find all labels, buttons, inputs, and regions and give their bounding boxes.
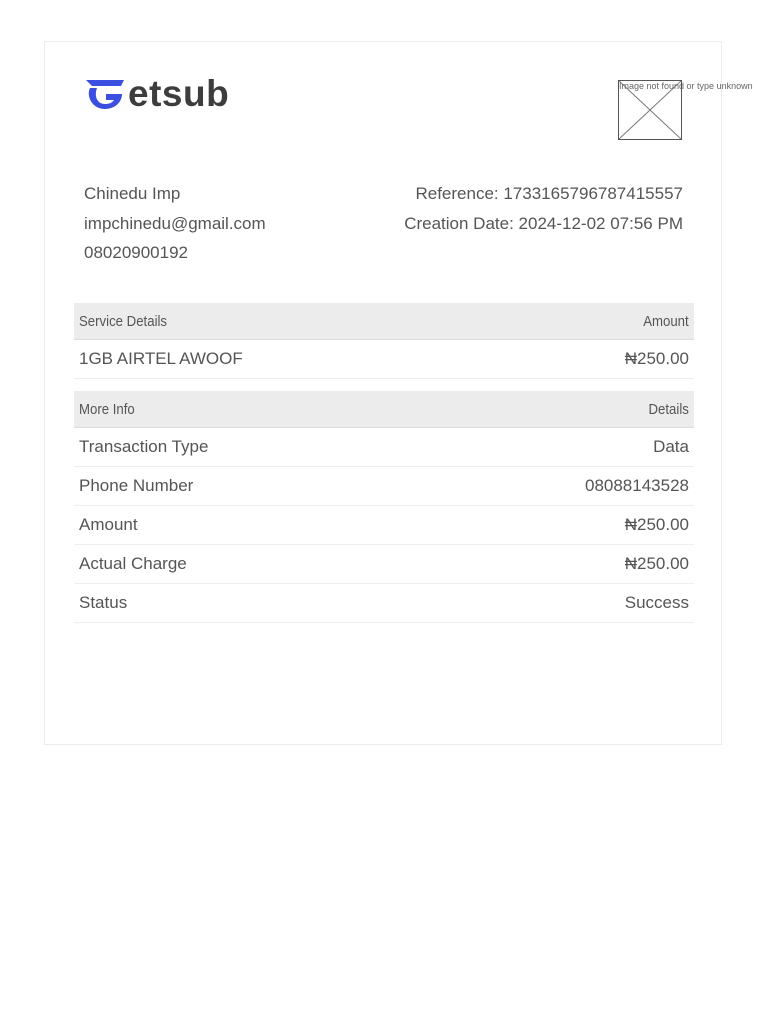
row-value: Success	[624, 593, 689, 612]
row-label: Status	[79, 593, 128, 612]
receipt-meta	[404, 179, 683, 238]
broken-image-alt-text: Image not found or type unknown	[619, 81, 753, 91]
brand-name: etsub	[128, 73, 230, 114]
table-row	[74, 545, 694, 584]
brand-logo	[84, 72, 229, 116]
receipt-card	[44, 41, 753, 745]
table-row	[74, 428, 694, 467]
table-row	[74, 467, 694, 506]
service-name: 1GB AIRTEL AWOOF	[79, 349, 243, 368]
customer-name: Chinedu Imp	[84, 184, 181, 203]
customer-info	[84, 179, 266, 268]
customer-email: impchinedu@gmail.com	[84, 213, 266, 233]
table-row	[74, 340, 694, 379]
header-service-details: Service Details	[79, 312, 168, 330]
service-table	[74, 303, 694, 379]
row-label: Phone Number	[79, 476, 194, 495]
info-table	[74, 391, 694, 623]
row-value: Data	[653, 437, 689, 456]
getsub-logo-icon	[84, 76, 126, 112]
table-header	[74, 303, 694, 340]
creation-date: Creation Date: 2024-12-02 07:56 PM	[404, 213, 683, 233]
header-more-info: More Info	[79, 400, 135, 418]
row-label: Amount	[79, 515, 138, 534]
header-details: Details	[648, 400, 689, 418]
customer-phone: 08020900192	[84, 243, 189, 262]
reference-number: Reference: 1733165796787415557	[415, 184, 683, 203]
row-value: ₦250.00	[624, 515, 689, 534]
table-header	[74, 391, 694, 428]
header-amount: Amount	[643, 312, 689, 330]
row-label: Transaction Type	[79, 437, 209, 456]
row-label: Actual Charge	[79, 554, 187, 573]
table-row	[74, 584, 694, 623]
row-value: ₦250.00	[624, 554, 689, 573]
table-row	[74, 506, 694, 545]
service-amount: ₦250.00	[624, 349, 689, 368]
row-value: 08088143528	[584, 476, 689, 495]
